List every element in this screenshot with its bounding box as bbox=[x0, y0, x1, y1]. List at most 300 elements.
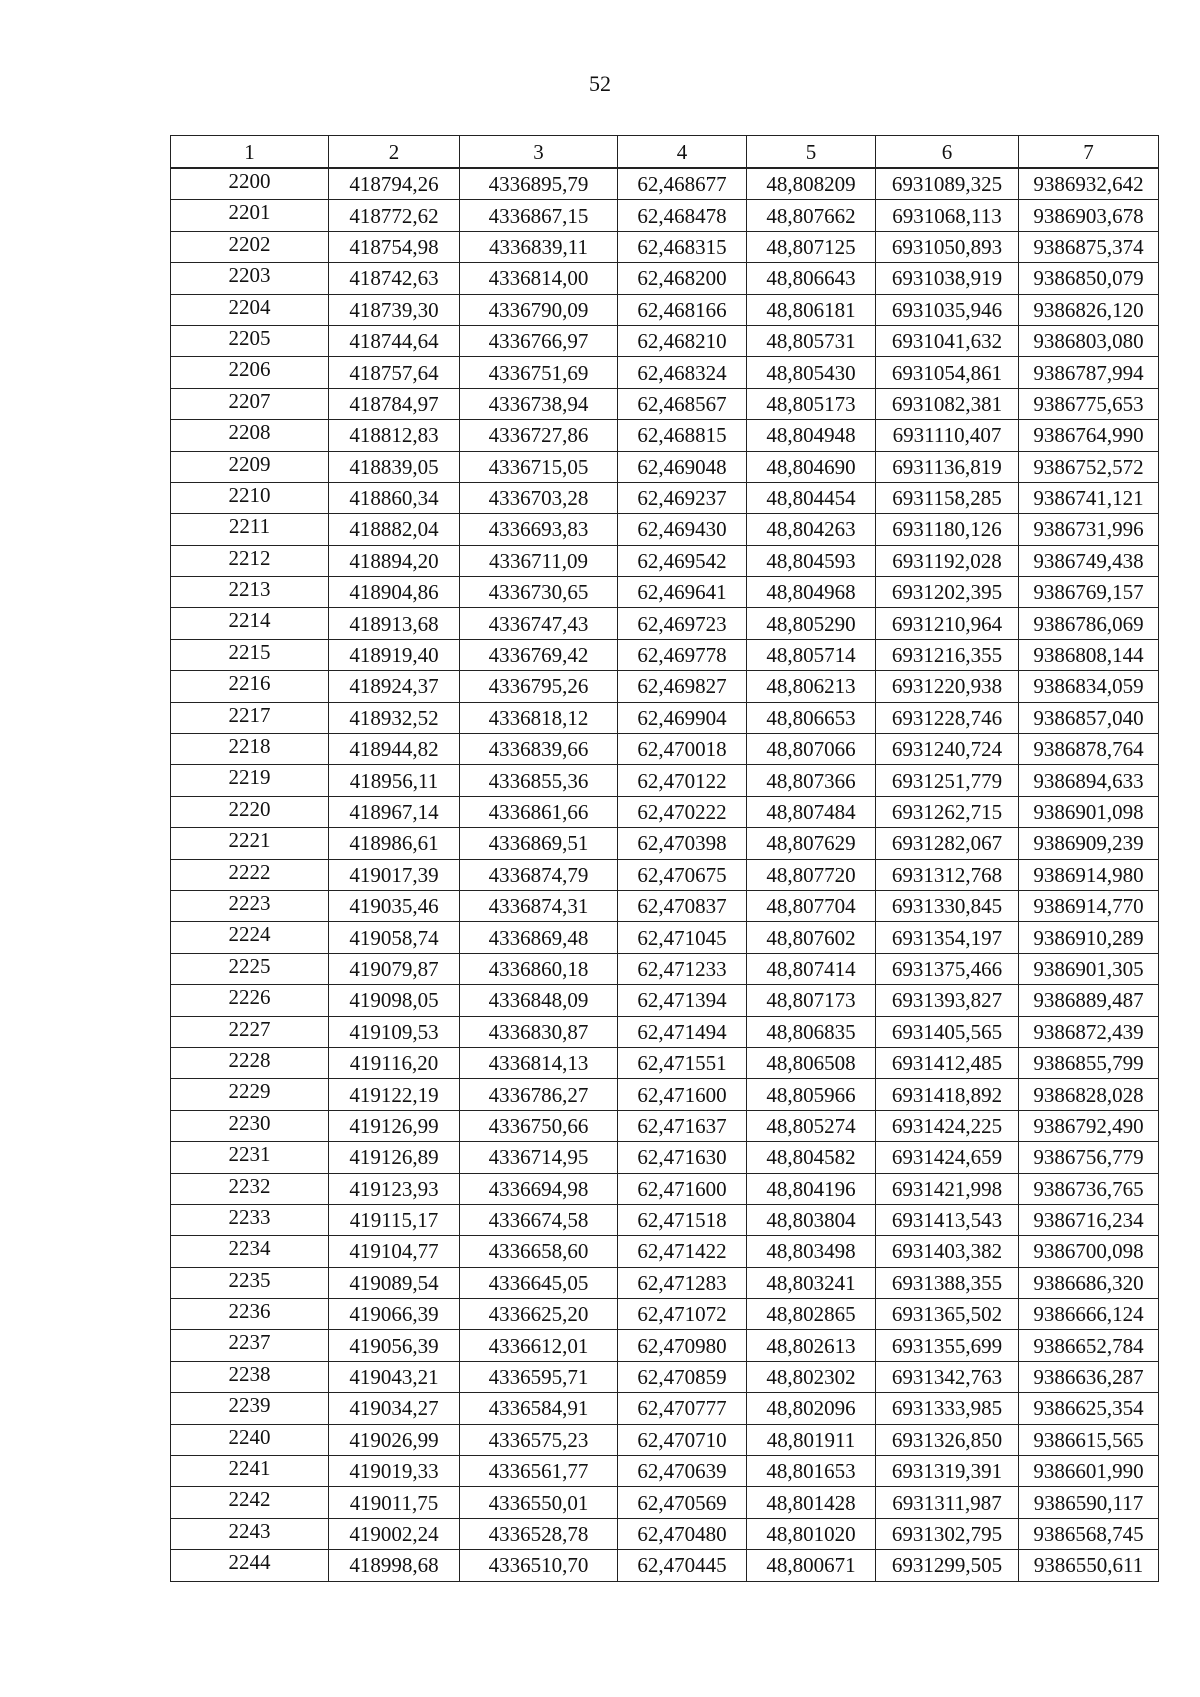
point-number-cell: 2201 bbox=[171, 200, 329, 231]
coord-x-cell: 419104,77 bbox=[329, 1236, 460, 1267]
coord-x2-cell: 6931355,699 bbox=[876, 1330, 1019, 1361]
latitude-cell: 62,469723 bbox=[618, 608, 747, 639]
coord-x-cell: 418919,40 bbox=[329, 639, 460, 670]
longitude-cell: 48,804582 bbox=[747, 1142, 876, 1173]
coord-y2-cell: 9386901,098 bbox=[1019, 796, 1159, 827]
longitude-cell: 48,807366 bbox=[747, 765, 876, 796]
coord-x-cell: 418932,52 bbox=[329, 702, 460, 733]
longitude-cell: 48,801653 bbox=[747, 1456, 876, 1487]
coord-x-cell: 418913,68 bbox=[329, 608, 460, 639]
latitude-cell: 62,471518 bbox=[618, 1204, 747, 1235]
point-number-cell: 2224 bbox=[171, 922, 329, 953]
table-row bbox=[171, 420, 1159, 451]
latitude-cell: 62,471045 bbox=[618, 922, 747, 953]
coord-y-cell: 4336658,60 bbox=[460, 1236, 618, 1267]
longitude-cell: 48,806213 bbox=[747, 671, 876, 702]
coord-y2-cell: 9386894,633 bbox=[1019, 765, 1159, 796]
table-row bbox=[171, 1047, 1159, 1078]
coord-x2-cell: 6931413,543 bbox=[876, 1204, 1019, 1235]
coord-x2-cell: 6931050,893 bbox=[876, 231, 1019, 262]
coord-x2-cell: 6931342,763 bbox=[876, 1361, 1019, 1392]
coord-x-cell: 418924,37 bbox=[329, 671, 460, 702]
coord-y-cell: 4336861,66 bbox=[460, 796, 618, 827]
coord-y2-cell: 9386764,990 bbox=[1019, 420, 1159, 451]
table-row bbox=[171, 702, 1159, 733]
coord-x2-cell: 6931388,355 bbox=[876, 1267, 1019, 1298]
table-row bbox=[171, 294, 1159, 325]
table-row bbox=[171, 1110, 1159, 1141]
latitude-cell: 62,471630 bbox=[618, 1142, 747, 1173]
latitude-cell: 62,469542 bbox=[618, 545, 747, 576]
point-number-cell: 2212 bbox=[171, 545, 329, 576]
coord-y2-cell: 9386636,287 bbox=[1019, 1361, 1159, 1392]
longitude-cell: 48,801911 bbox=[747, 1424, 876, 1455]
coord-x-cell: 419109,53 bbox=[329, 1016, 460, 1047]
coord-x-cell: 418998,68 bbox=[329, 1550, 460, 1581]
coord-x-cell: 419126,99 bbox=[329, 1110, 460, 1141]
table-row bbox=[171, 451, 1159, 482]
coord-x2-cell: 6931041,632 bbox=[876, 325, 1019, 356]
coord-x2-cell: 6931326,850 bbox=[876, 1424, 1019, 1455]
coord-y-cell: 4336750,66 bbox=[460, 1110, 618, 1141]
column-header: 3 bbox=[460, 136, 618, 169]
coord-y-cell: 4336625,20 bbox=[460, 1299, 618, 1330]
coord-x-cell: 418794,26 bbox=[329, 168, 460, 200]
latitude-cell: 62,470837 bbox=[618, 890, 747, 921]
coord-x2-cell: 6931202,395 bbox=[876, 577, 1019, 608]
coord-y-cell: 4336869,48 bbox=[460, 922, 618, 953]
point-number-cell: 2227 bbox=[171, 1016, 329, 1047]
coord-x-cell: 418894,20 bbox=[329, 545, 460, 576]
coord-x2-cell: 6931424,225 bbox=[876, 1110, 1019, 1141]
coord-x-cell: 418956,11 bbox=[329, 765, 460, 796]
coord-y2-cell: 9386875,374 bbox=[1019, 231, 1159, 262]
longitude-cell: 48,807414 bbox=[747, 953, 876, 984]
coord-x-cell: 418772,62 bbox=[329, 200, 460, 231]
table-row bbox=[171, 482, 1159, 513]
coord-y-cell: 4336674,58 bbox=[460, 1204, 618, 1235]
latitude-cell: 62,470859 bbox=[618, 1361, 747, 1392]
point-number-cell: 2217 bbox=[171, 702, 329, 733]
point-number-cell: 2205 bbox=[171, 325, 329, 356]
column-header: 6 bbox=[876, 136, 1019, 169]
coord-x-cell: 419066,39 bbox=[329, 1299, 460, 1330]
coord-y-cell: 4336751,69 bbox=[460, 357, 618, 388]
coord-y-cell: 4336595,71 bbox=[460, 1361, 618, 1392]
coord-y2-cell: 9386914,770 bbox=[1019, 890, 1159, 921]
coord-y2-cell: 9386749,438 bbox=[1019, 545, 1159, 576]
longitude-cell: 48,801020 bbox=[747, 1518, 876, 1549]
coordinates-table bbox=[170, 135, 1159, 1582]
longitude-cell: 48,807484 bbox=[747, 796, 876, 827]
table-row bbox=[171, 1487, 1159, 1518]
latitude-cell: 62,469641 bbox=[618, 577, 747, 608]
latitude-cell: 62,468210 bbox=[618, 325, 747, 356]
table-row bbox=[171, 1236, 1159, 1267]
coord-y2-cell: 9386752,572 bbox=[1019, 451, 1159, 482]
longitude-cell: 48,807602 bbox=[747, 922, 876, 953]
coord-y2-cell: 9386792,490 bbox=[1019, 1110, 1159, 1141]
coord-y-cell: 4336874,31 bbox=[460, 890, 618, 921]
table-row bbox=[171, 1456, 1159, 1487]
coord-x-cell: 419058,74 bbox=[329, 922, 460, 953]
table-row bbox=[171, 1330, 1159, 1361]
longitude-cell: 48,804454 bbox=[747, 482, 876, 513]
table-row bbox=[171, 922, 1159, 953]
point-number-cell: 2222 bbox=[171, 859, 329, 890]
coord-x2-cell: 6931110,407 bbox=[876, 420, 1019, 451]
coord-x-cell: 419122,19 bbox=[329, 1079, 460, 1110]
table-row bbox=[171, 639, 1159, 670]
coord-x2-cell: 6931405,565 bbox=[876, 1016, 1019, 1047]
point-number-cell: 2219 bbox=[171, 765, 329, 796]
coord-y-cell: 4336550,01 bbox=[460, 1487, 618, 1518]
longitude-cell: 48,806653 bbox=[747, 702, 876, 733]
coord-y2-cell: 9386686,320 bbox=[1019, 1267, 1159, 1298]
table-row bbox=[171, 1518, 1159, 1549]
latitude-cell: 62,470777 bbox=[618, 1393, 747, 1424]
latitude-cell: 62,468815 bbox=[618, 420, 747, 451]
point-number-cell: 2243 bbox=[171, 1518, 329, 1549]
coord-x2-cell: 6931319,391 bbox=[876, 1456, 1019, 1487]
coord-y-cell: 4336714,95 bbox=[460, 1142, 618, 1173]
table-row bbox=[171, 1393, 1159, 1424]
coord-x2-cell: 6931330,845 bbox=[876, 890, 1019, 921]
coord-x-cell: 418744,64 bbox=[329, 325, 460, 356]
latitude-cell: 62,470122 bbox=[618, 765, 747, 796]
coord-y-cell: 4336561,77 bbox=[460, 1456, 618, 1487]
table-row bbox=[171, 1361, 1159, 1392]
table-header bbox=[171, 136, 1159, 169]
coord-y-cell: 4336869,51 bbox=[460, 828, 618, 859]
coord-y2-cell: 9386769,157 bbox=[1019, 577, 1159, 608]
latitude-cell: 62,469048 bbox=[618, 451, 747, 482]
table-row bbox=[171, 734, 1159, 765]
table-row bbox=[171, 953, 1159, 984]
coord-x2-cell: 6931180,126 bbox=[876, 514, 1019, 545]
point-number-cell: 2206 bbox=[171, 357, 329, 388]
table-row bbox=[171, 671, 1159, 702]
coord-y2-cell: 9386731,996 bbox=[1019, 514, 1159, 545]
latitude-cell: 62,470222 bbox=[618, 796, 747, 827]
coord-x-cell: 419043,21 bbox=[329, 1361, 460, 1392]
latitude-cell: 62,470710 bbox=[618, 1424, 747, 1455]
coord-y-cell: 4336510,70 bbox=[460, 1550, 618, 1581]
latitude-cell: 62,470398 bbox=[618, 828, 747, 859]
coord-x-cell: 418904,86 bbox=[329, 577, 460, 608]
point-number-cell: 2240 bbox=[171, 1424, 329, 1455]
coord-y2-cell: 9386808,144 bbox=[1019, 639, 1159, 670]
longitude-cell: 48,807173 bbox=[747, 985, 876, 1016]
column-header: 2 bbox=[329, 136, 460, 169]
coord-x2-cell: 6931393,827 bbox=[876, 985, 1019, 1016]
coord-y-cell: 4336839,66 bbox=[460, 734, 618, 765]
latitude-cell: 62,470980 bbox=[618, 1330, 747, 1361]
point-number-cell: 2220 bbox=[171, 796, 329, 827]
coord-x2-cell: 6931251,779 bbox=[876, 765, 1019, 796]
coord-y2-cell: 9386903,678 bbox=[1019, 200, 1159, 231]
coord-y-cell: 4336766,97 bbox=[460, 325, 618, 356]
page-number: 52 bbox=[589, 71, 611, 96]
longitude-cell: 48,804968 bbox=[747, 577, 876, 608]
coord-x-cell: 418944,82 bbox=[329, 734, 460, 765]
coord-x2-cell: 6931311,987 bbox=[876, 1487, 1019, 1518]
coord-y-cell: 4336730,65 bbox=[460, 577, 618, 608]
longitude-cell: 48,802302 bbox=[747, 1361, 876, 1392]
coord-x-cell: 419026,99 bbox=[329, 1424, 460, 1455]
coord-y2-cell: 9386601,990 bbox=[1019, 1456, 1159, 1487]
point-number-cell: 2238 bbox=[171, 1361, 329, 1392]
coord-x2-cell: 6931262,715 bbox=[876, 796, 1019, 827]
point-number-cell: 2204 bbox=[171, 294, 329, 325]
coord-x-cell: 418742,63 bbox=[329, 263, 460, 294]
coord-y-cell: 4336769,42 bbox=[460, 639, 618, 670]
longitude-cell: 48,805714 bbox=[747, 639, 876, 670]
coord-x-cell: 418882,04 bbox=[329, 514, 460, 545]
latitude-cell: 62,468166 bbox=[618, 294, 747, 325]
coord-x-cell: 418754,98 bbox=[329, 231, 460, 262]
latitude-cell: 62,471422 bbox=[618, 1236, 747, 1267]
coord-y2-cell: 9386855,799 bbox=[1019, 1047, 1159, 1078]
coord-y-cell: 4336715,05 bbox=[460, 451, 618, 482]
coord-x-cell: 418986,61 bbox=[329, 828, 460, 859]
coord-y-cell: 4336855,36 bbox=[460, 765, 618, 796]
longitude-cell: 48,807662 bbox=[747, 200, 876, 231]
latitude-cell: 62,468200 bbox=[618, 263, 747, 294]
coord-y-cell: 4336575,23 bbox=[460, 1424, 618, 1455]
coord-y-cell: 4336727,86 bbox=[460, 420, 618, 451]
point-number-cell: 2215 bbox=[171, 639, 329, 670]
longitude-cell: 48,803241 bbox=[747, 1267, 876, 1298]
coord-x-cell: 419056,39 bbox=[329, 1330, 460, 1361]
coord-y-cell: 4336528,78 bbox=[460, 1518, 618, 1549]
coord-y2-cell: 9386652,784 bbox=[1019, 1330, 1159, 1361]
latitude-cell: 62,471494 bbox=[618, 1016, 747, 1047]
coord-y2-cell: 9386625,354 bbox=[1019, 1393, 1159, 1424]
longitude-cell: 48,806835 bbox=[747, 1016, 876, 1047]
coord-y2-cell: 9386857,040 bbox=[1019, 702, 1159, 733]
point-number-cell: 2239 bbox=[171, 1393, 329, 1424]
table-row bbox=[171, 1204, 1159, 1235]
coord-y2-cell: 9386828,028 bbox=[1019, 1079, 1159, 1110]
coord-y2-cell: 9386590,117 bbox=[1019, 1487, 1159, 1518]
coord-x-cell: 418860,34 bbox=[329, 482, 460, 513]
coord-x2-cell: 6931365,502 bbox=[876, 1299, 1019, 1330]
coord-x-cell: 418967,14 bbox=[329, 796, 460, 827]
table-row bbox=[171, 231, 1159, 262]
latitude-cell: 62,468315 bbox=[618, 231, 747, 262]
coord-y2-cell: 9386889,487 bbox=[1019, 985, 1159, 1016]
latitude-cell: 62,471394 bbox=[618, 985, 747, 1016]
longitude-cell: 48,800671 bbox=[747, 1550, 876, 1581]
longitude-cell: 48,804263 bbox=[747, 514, 876, 545]
longitude-cell: 48,804196 bbox=[747, 1173, 876, 1204]
coord-y2-cell: 9386909,239 bbox=[1019, 828, 1159, 859]
table-row bbox=[171, 859, 1159, 890]
table-row bbox=[171, 1550, 1159, 1581]
coord-y2-cell: 9386775,653 bbox=[1019, 388, 1159, 419]
coord-x2-cell: 6931068,113 bbox=[876, 200, 1019, 231]
column-header: 5 bbox=[747, 136, 876, 169]
coord-y-cell: 4336790,09 bbox=[460, 294, 618, 325]
coord-y-cell: 4336584,91 bbox=[460, 1393, 618, 1424]
table-body bbox=[171, 168, 1159, 1581]
column-header: 7 bbox=[1019, 136, 1159, 169]
coord-x-cell: 418812,83 bbox=[329, 420, 460, 451]
table-row bbox=[171, 168, 1159, 200]
point-number-cell: 2221 bbox=[171, 828, 329, 859]
point-number-cell: 2226 bbox=[171, 985, 329, 1016]
coord-y2-cell: 9386826,120 bbox=[1019, 294, 1159, 325]
coord-x2-cell: 6931282,067 bbox=[876, 828, 1019, 859]
coord-y-cell: 4336814,13 bbox=[460, 1047, 618, 1078]
point-number-cell: 2241 bbox=[171, 1456, 329, 1487]
coord-y2-cell: 9386910,289 bbox=[1019, 922, 1159, 953]
point-number-cell: 2229 bbox=[171, 1079, 329, 1110]
coord-y2-cell: 9386700,098 bbox=[1019, 1236, 1159, 1267]
longitude-cell: 48,804593 bbox=[747, 545, 876, 576]
point-number-cell: 2211 bbox=[171, 514, 329, 545]
coord-y-cell: 4336860,18 bbox=[460, 953, 618, 984]
coord-x2-cell: 6931312,768 bbox=[876, 859, 1019, 890]
column-header: 1 bbox=[171, 136, 329, 169]
longitude-cell: 48,804948 bbox=[747, 420, 876, 451]
coord-y2-cell: 9386550,611 bbox=[1019, 1550, 1159, 1581]
coord-y-cell: 4336848,09 bbox=[460, 985, 618, 1016]
point-number-cell: 2235 bbox=[171, 1267, 329, 1298]
latitude-cell: 62,470639 bbox=[618, 1456, 747, 1487]
coord-x2-cell: 6931333,985 bbox=[876, 1393, 1019, 1424]
longitude-cell: 48,805430 bbox=[747, 357, 876, 388]
latitude-cell: 62,471637 bbox=[618, 1110, 747, 1141]
coord-x2-cell: 6931403,382 bbox=[876, 1236, 1019, 1267]
coord-y-cell: 4336839,11 bbox=[460, 231, 618, 262]
longitude-cell: 48,805290 bbox=[747, 608, 876, 639]
point-number-cell: 2214 bbox=[171, 608, 329, 639]
coord-x-cell: 419115,17 bbox=[329, 1204, 460, 1235]
coord-x-cell: 419116,20 bbox=[329, 1047, 460, 1078]
point-number-cell: 2230 bbox=[171, 1110, 329, 1141]
latitude-cell: 62,468478 bbox=[618, 200, 747, 231]
coord-y2-cell: 9386834,059 bbox=[1019, 671, 1159, 702]
coord-x2-cell: 6931216,355 bbox=[876, 639, 1019, 670]
coord-x-cell: 419034,27 bbox=[329, 1393, 460, 1424]
coord-x2-cell: 6931158,285 bbox=[876, 482, 1019, 513]
longitude-cell: 48,807720 bbox=[747, 859, 876, 890]
coord-x-cell: 419002,24 bbox=[329, 1518, 460, 1549]
longitude-cell: 48,806643 bbox=[747, 263, 876, 294]
coord-y-cell: 4336895,79 bbox=[460, 168, 618, 200]
latitude-cell: 62,471600 bbox=[618, 1079, 747, 1110]
coord-x-cell: 419011,75 bbox=[329, 1487, 460, 1518]
header-row bbox=[171, 136, 1159, 169]
point-number-cell: 2232 bbox=[171, 1173, 329, 1204]
coord-x2-cell: 6931424,659 bbox=[876, 1142, 1019, 1173]
point-number-cell: 2203 bbox=[171, 263, 329, 294]
latitude-cell: 62,471551 bbox=[618, 1047, 747, 1078]
longitude-cell: 48,807629 bbox=[747, 828, 876, 859]
longitude-cell: 48,806508 bbox=[747, 1047, 876, 1078]
longitude-cell: 48,807125 bbox=[747, 231, 876, 262]
longitude-cell: 48,801428 bbox=[747, 1487, 876, 1518]
coord-x2-cell: 6931421,998 bbox=[876, 1173, 1019, 1204]
coord-y2-cell: 9386878,764 bbox=[1019, 734, 1159, 765]
longitude-cell: 48,805173 bbox=[747, 388, 876, 419]
coord-y2-cell: 9386666,124 bbox=[1019, 1299, 1159, 1330]
coord-y2-cell: 9386787,994 bbox=[1019, 357, 1159, 388]
latitude-cell: 62,468677 bbox=[618, 168, 747, 200]
longitude-cell: 48,805966 bbox=[747, 1079, 876, 1110]
table-row bbox=[171, 608, 1159, 639]
coord-y-cell: 4336874,79 bbox=[460, 859, 618, 890]
coord-y2-cell: 9386872,439 bbox=[1019, 1016, 1159, 1047]
table-row bbox=[171, 1267, 1159, 1298]
point-number-cell: 2213 bbox=[171, 577, 329, 608]
point-number-cell: 2237 bbox=[171, 1330, 329, 1361]
table-row bbox=[171, 1424, 1159, 1455]
point-number-cell: 2225 bbox=[171, 953, 329, 984]
point-number-cell: 2210 bbox=[171, 482, 329, 513]
longitude-cell: 48,805731 bbox=[747, 325, 876, 356]
coord-x2-cell: 6931054,861 bbox=[876, 357, 1019, 388]
point-number-cell: 2207 bbox=[171, 388, 329, 419]
coord-y2-cell: 9386741,121 bbox=[1019, 482, 1159, 513]
coord-x2-cell: 6931035,946 bbox=[876, 294, 1019, 325]
coord-y-cell: 4336645,05 bbox=[460, 1267, 618, 1298]
coord-y-cell: 4336703,28 bbox=[460, 482, 618, 513]
coord-y-cell: 4336786,27 bbox=[460, 1079, 618, 1110]
table-row bbox=[171, 985, 1159, 1016]
table-row bbox=[171, 1142, 1159, 1173]
point-number-cell: 2202 bbox=[171, 231, 329, 262]
coord-x2-cell: 6931220,938 bbox=[876, 671, 1019, 702]
coord-x2-cell: 6931089,325 bbox=[876, 168, 1019, 200]
latitude-cell: 62,469430 bbox=[618, 514, 747, 545]
coord-x2-cell: 6931302,795 bbox=[876, 1518, 1019, 1549]
coord-x2-cell: 6931228,746 bbox=[876, 702, 1019, 733]
latitude-cell: 62,470675 bbox=[618, 859, 747, 890]
coord-x-cell: 418839,05 bbox=[329, 451, 460, 482]
latitude-cell: 62,469237 bbox=[618, 482, 747, 513]
coord-x2-cell: 6931082,381 bbox=[876, 388, 1019, 419]
coord-y2-cell: 9386736,765 bbox=[1019, 1173, 1159, 1204]
coord-x-cell: 418757,64 bbox=[329, 357, 460, 388]
coord-x2-cell: 6931192,028 bbox=[876, 545, 1019, 576]
table-row bbox=[171, 388, 1159, 419]
latitude-cell: 62,470569 bbox=[618, 1487, 747, 1518]
longitude-cell: 48,807066 bbox=[747, 734, 876, 765]
point-number-cell: 2233 bbox=[171, 1204, 329, 1235]
latitude-cell: 62,468324 bbox=[618, 357, 747, 388]
coord-y-cell: 4336747,43 bbox=[460, 608, 618, 639]
longitude-cell: 48,806181 bbox=[747, 294, 876, 325]
coord-x-cell: 419017,39 bbox=[329, 859, 460, 890]
table-row bbox=[171, 1173, 1159, 1204]
coord-x2-cell: 6931136,819 bbox=[876, 451, 1019, 482]
coord-y2-cell: 9386850,079 bbox=[1019, 263, 1159, 294]
coord-x2-cell: 6931354,197 bbox=[876, 922, 1019, 953]
longitude-cell: 48,802865 bbox=[747, 1299, 876, 1330]
coord-y-cell: 4336612,01 bbox=[460, 1330, 618, 1361]
point-number-cell: 2223 bbox=[171, 890, 329, 921]
latitude-cell: 62,470018 bbox=[618, 734, 747, 765]
table-row bbox=[171, 796, 1159, 827]
coord-x2-cell: 6931240,724 bbox=[876, 734, 1019, 765]
coord-x2-cell: 6931375,466 bbox=[876, 953, 1019, 984]
table-row bbox=[171, 1079, 1159, 1110]
table-row bbox=[171, 325, 1159, 356]
coord-x-cell: 418784,97 bbox=[329, 388, 460, 419]
